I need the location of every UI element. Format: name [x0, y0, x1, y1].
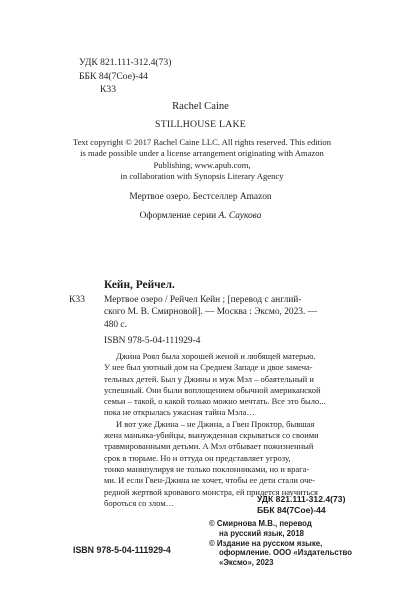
- original-author: Rachel Caine: [172, 101, 229, 112]
- original-title: STILLHOUSE LAKE: [155, 119, 246, 130]
- bibliographic-heading: Кейн, Рейчел.: [104, 279, 175, 291]
- biblio-line: ского М. В. Смирновой]. — Москва : Эксмо, 2023. —: [104, 307, 318, 318]
- series-name: Мертвое озеро. Бестселлер Amazon: [129, 192, 272, 202]
- annotation-line: У нее был уютный дом на Среднем Западе и двое замеча-: [104, 362, 313, 373]
- annotation-line: травмированными детьми. А Мэл отбывает пожизненный: [104, 441, 314, 452]
- annotation-line: редной жертвой кровавого монстра, ей придется научиться: [104, 486, 318, 497]
- udk-classification-block: [79, 56, 171, 97]
- annotation-line: бороться со злом…: [104, 497, 175, 508]
- series-design-credit: [0, 211, 401, 221]
- bibliographic-author-mark: К33: [69, 294, 85, 305]
- copyright-line: in collaboration with Synopsis Literary Agency: [120, 170, 284, 181]
- copyright-line: is made possible under a license arrangement originating with Amazon: [80, 148, 324, 159]
- rights-line: на русский язык, 2018: [219, 528, 305, 538]
- rights-notice: [209, 519, 369, 568]
- author-mark: К33: [100, 84, 116, 95]
- annotation-line: тельных детей. Был у Джины и муж Мэл – обаятельный и: [104, 373, 314, 384]
- bibliographic-description: [104, 294, 348, 331]
- bbk-code: ББК 84(7Сое)-44: [79, 70, 148, 82]
- rights-line: «Эксмо», 2023: [219, 558, 274, 568]
- copyright-line: Publishing, www.apub.com,: [153, 159, 251, 170]
- rights-line: оформление. ООО «Издательство: [219, 548, 352, 558]
- annotation-line: тонко манипулируя не только поклонниками, но и врага-: [104, 463, 310, 474]
- copyright-line: Text copyright © 2017 Rachel Caine LLC. All rights reserved. This edition: [72, 137, 332, 147]
- book-annotation: [104, 351, 340, 509]
- udk-code: УДК 821.111-312.4(73): [79, 57, 172, 68]
- rights-line: © Издание на русском языке,: [209, 538, 323, 548]
- annotation-line: Джина Роял была хорошей женой и любящей матерью.: [116, 351, 316, 361]
- biblio-line: Мертвое озеро / Рейчел Кейн ; [перевод с англий-: [104, 295, 302, 305]
- copyright-notice: [64, 137, 340, 182]
- udk-code-right: УДК 821.111-312.4(73): [257, 494, 346, 504]
- design-label: Оформление серии: [139, 211, 219, 221]
- isbn-bottom: ISBN 978-5-04-111929-4: [73, 545, 171, 555]
- rights-line: © Смирнова М.В., перевод: [209, 519, 312, 528]
- isbn-entry: ISBN 978-5-04-111929-4: [104, 336, 201, 346]
- bbk-code-right: ББК 84(7Сое)-44: [257, 504, 326, 515]
- annotation-line: срок в тюрьме. Но и оттуда он представляет угрозу,: [104, 452, 291, 463]
- annotation-line: ми. И если Гвен-Джина не хочет, чтобы ее дети стали оче-: [104, 475, 315, 486]
- annotation-line: семьи – такой, о какой только можно мечтать. Все это было...: [104, 396, 326, 407]
- annotation-line: успешный. Они были воплощением обычной американской: [104, 384, 321, 395]
- designer-name: А. Саукова: [218, 211, 262, 221]
- annotation-line: жена маньяка-убийцы, вынужденная скрываться со своими: [104, 430, 319, 441]
- biblio-line: 480 с.: [104, 319, 127, 330]
- udk-classification-right: [257, 494, 345, 515]
- annotation-line: пока не открылась ужасная тайна Мэла…: [104, 407, 255, 418]
- annotation-line: И вот уже Джина – не Джина, а Гвен Проктор, бывшая: [116, 418, 315, 429]
